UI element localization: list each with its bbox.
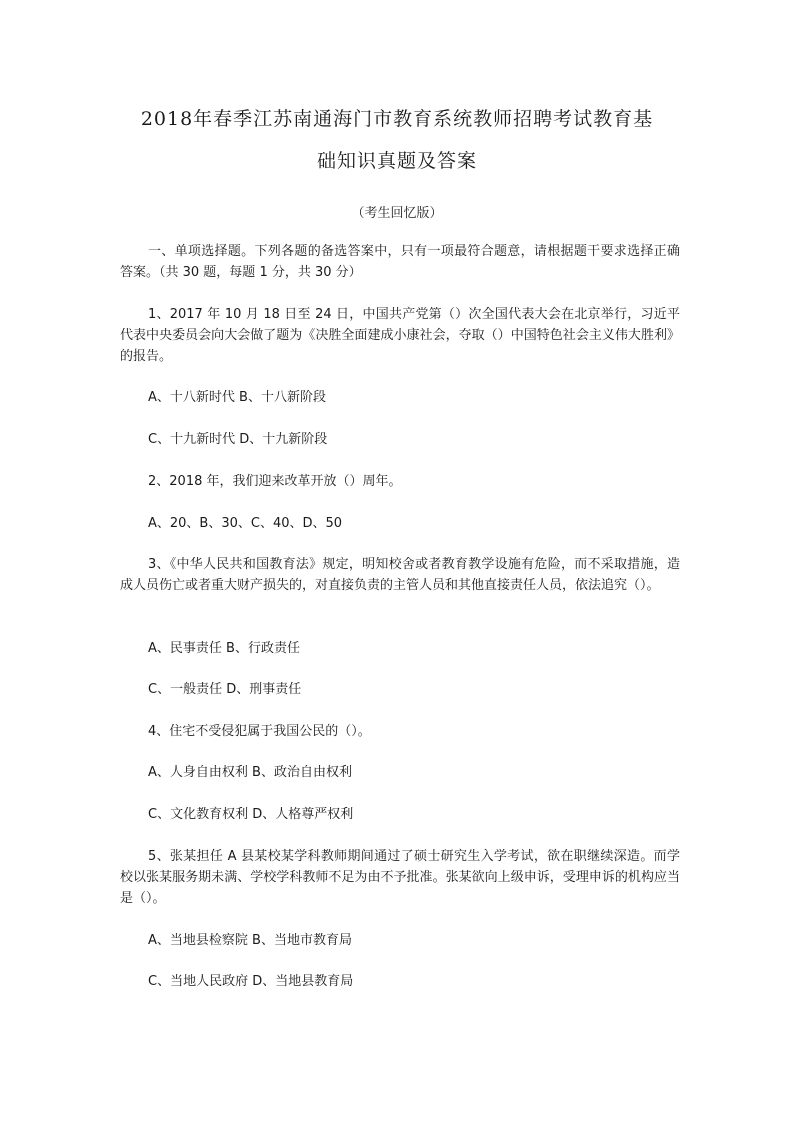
question-3-options-a-b: A、民事责任 B、行政责任 — [148, 641, 300, 656]
question-5-options-a-b: A、当地县检察院 B、当地市教育局 — [148, 933, 352, 948]
question-3-options-c-d: C、一般责任 D、刑事责任 — [148, 682, 302, 697]
question-4-stem: 4、住宅不受侵犯属于我国公民的（）。 — [148, 724, 371, 739]
document-title-line-2: 础知识真题及答案 — [316, 150, 477, 172]
question-4-options-c-d: C、文化教育权利 D、人格尊严权利 — [148, 807, 354, 822]
question-2-options: A、20、B、30、C、40、D、50 — [148, 516, 343, 531]
section-intro: 一、单项选择题。下列各题的备选答案中，只有一项最符合题意，请根据题干要求选择正确答案。（共 30 题，每题 1 分，共 30 分） — [120, 244, 680, 280]
question-2-stem: 2、2018 年，我们迎来改革开放（）周年。 — [148, 474, 402, 489]
document-title-line-1: 2018年春季江苏南通海门市教育系统教师招聘考试教育基 — [140, 108, 654, 130]
question-4-options-a-b: A、人身自由权利 B、政治自由权利 — [148, 765, 352, 780]
question-1-options-c-d: C、十九新时代 D、十九新阶段 — [148, 432, 328, 447]
document-subtitle: （考生回忆版） — [351, 206, 443, 221]
question-3-stem: 3、《中华人民共和国教育法》规定，明知校舍或者教育教学设施有危险，而不采取措施，造成人员伤亡或者重大财产损失的，对直接负责的主管人员和其他直接责任人员，依法追究（）。 — [120, 557, 680, 593]
question-1-options-a-b: A、十八新时代 B、十八新阶段 — [148, 390, 326, 405]
question-5-stem: 5、张某担任 A 县某校某学科教师期间通过了硕士研究生入学考试，欲在职继续深造。而学校以张某服务期未满、学校学科教师不足为由不予批准。张某欲向上级申诉，受理申诉的机构应当是（）。 — [120, 849, 680, 906]
question-5-options-c-d: C、当地人民政府 D、当地县教育局 — [148, 974, 354, 989]
question-1-stem: 1、2017 年 10 月 18 日至 24 日，中国共产党第（）次全国代表大会在北京举行，习近平代表中央委员会向大会做了题为《决胜全面建成小康社会，夺取（）中国特色社会主义伟大胜利》的报告。 — [120, 307, 680, 364]
